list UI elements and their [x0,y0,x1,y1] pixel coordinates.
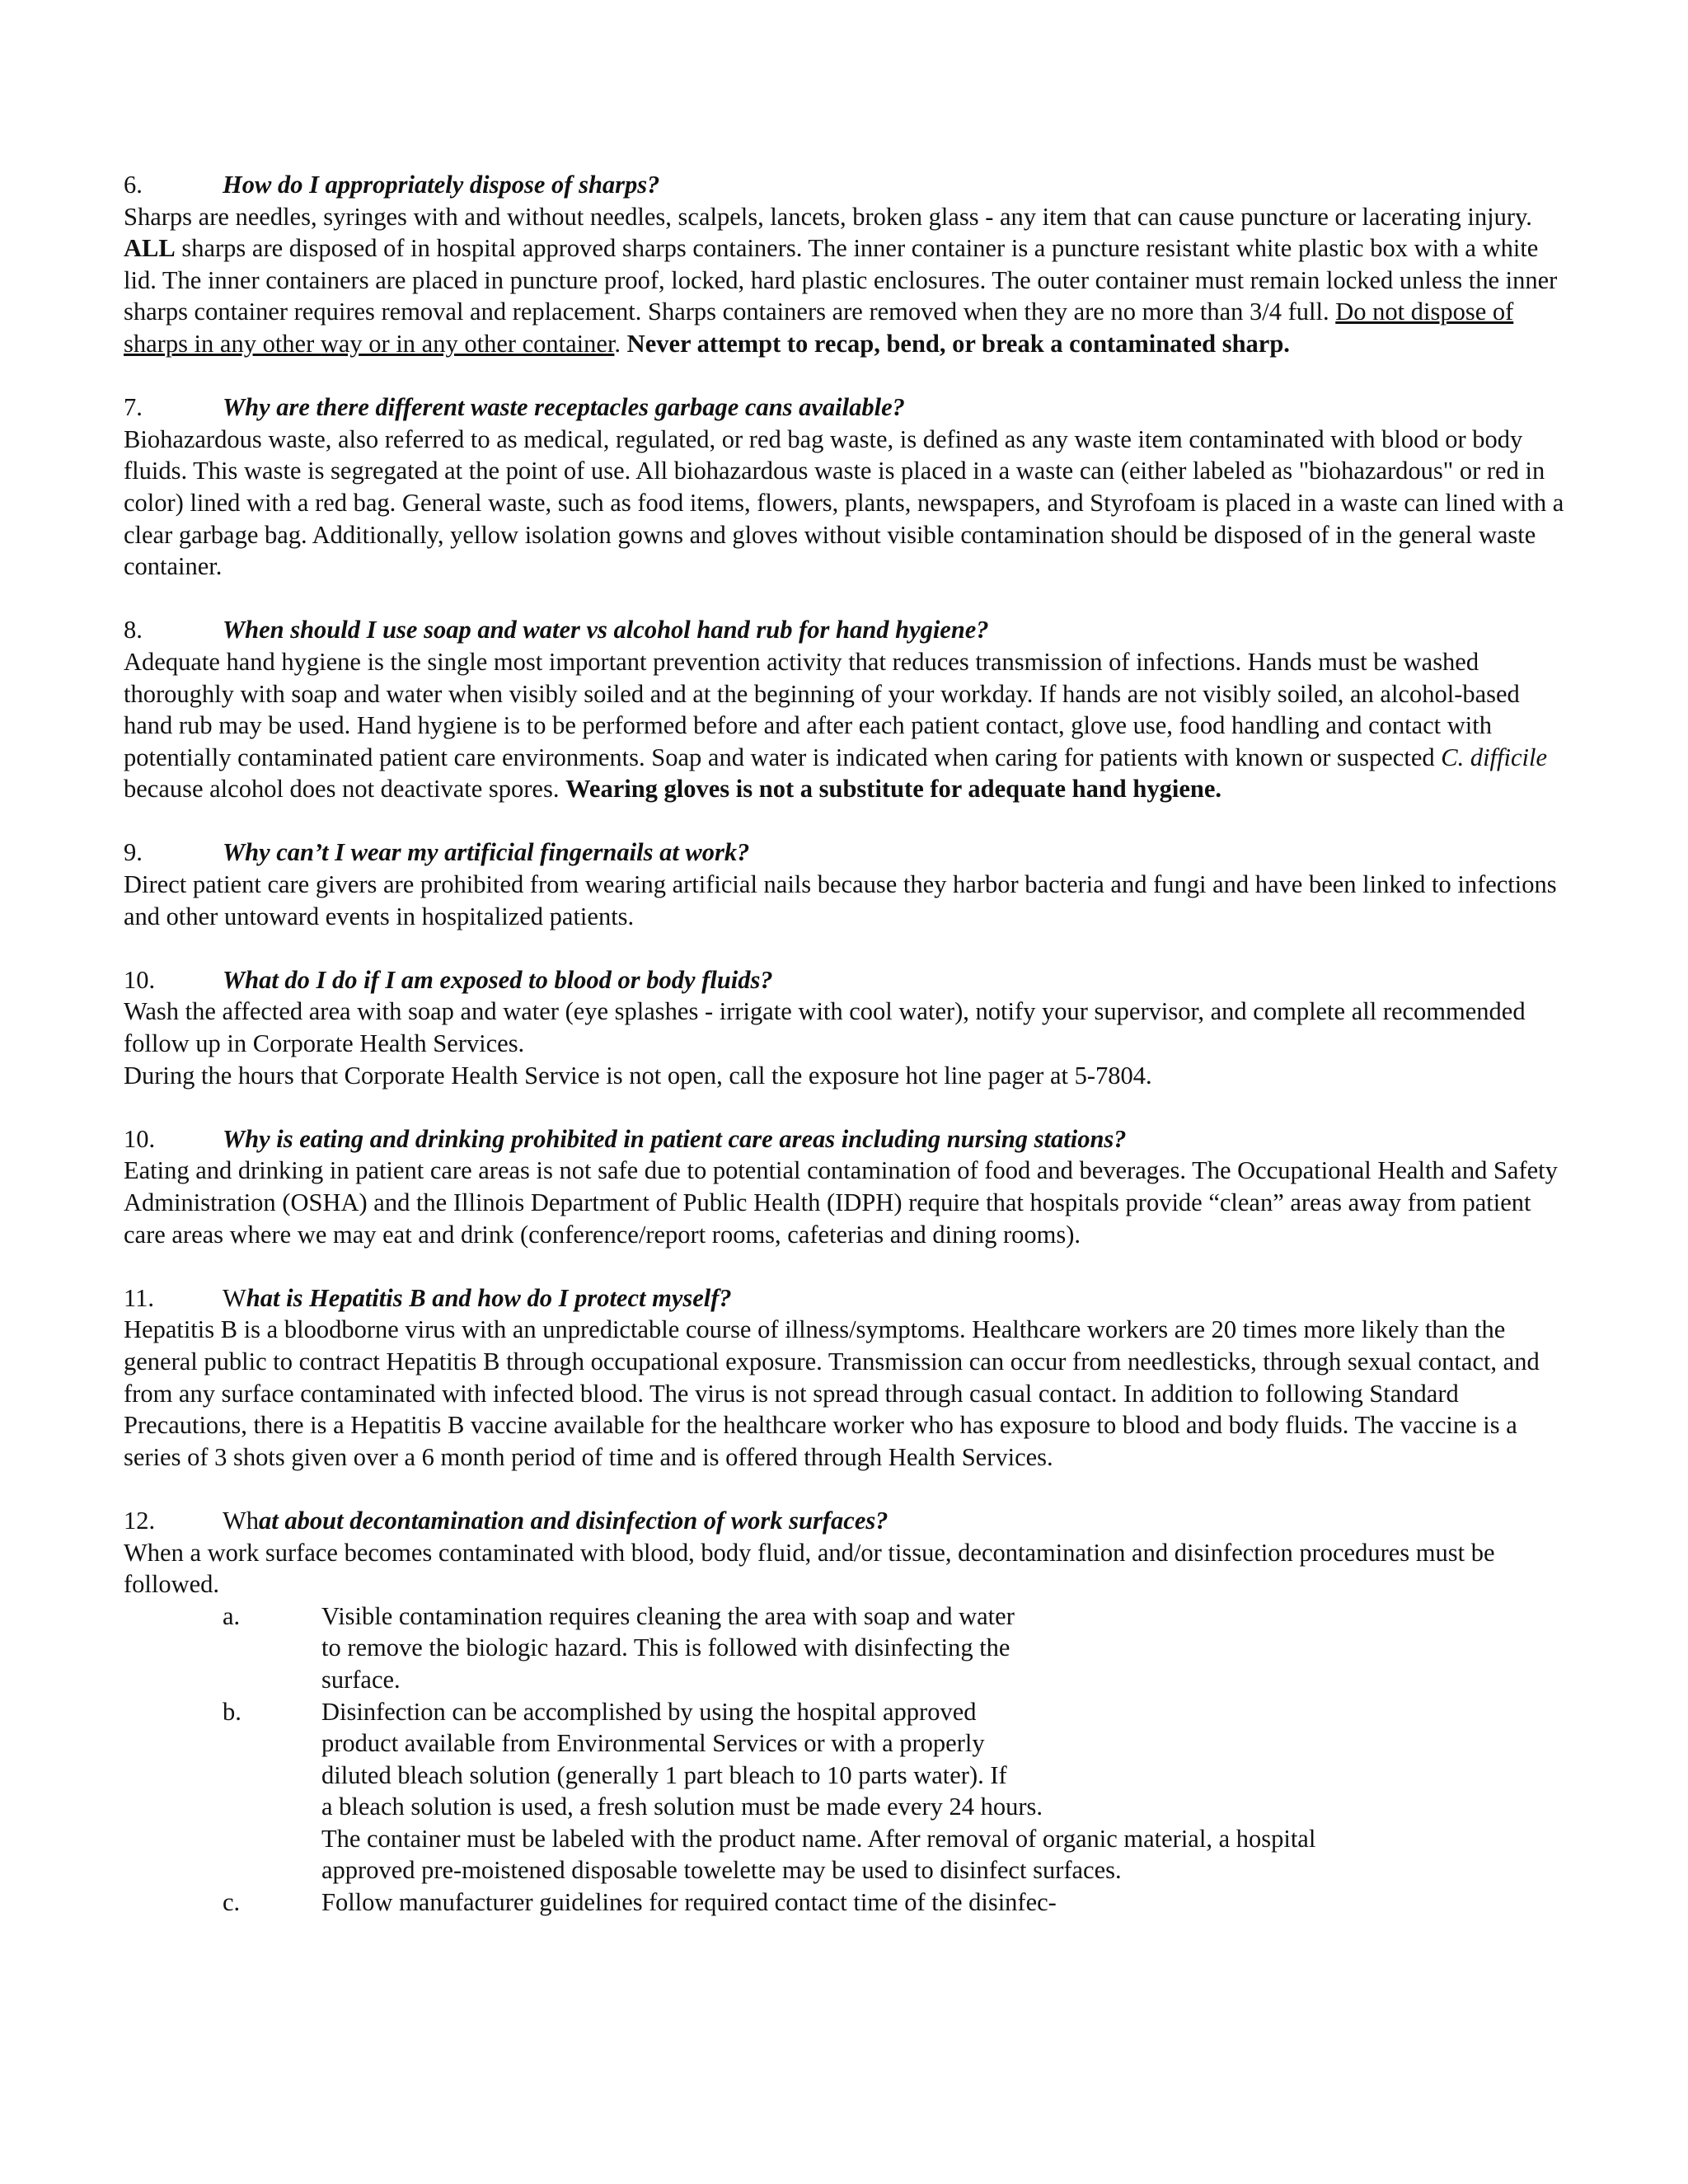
list-line: product available from Environmental Services or with a properly [321,1729,985,1758]
list-line: to remove the biologic hazard. This is followed with disinfecting the [321,1633,1010,1662]
list-item-text [321,1696,1564,1887]
faq-blood-exposure [124,964,1564,1091]
answer-text: Wash the affected area with soap and water (eye splashes - irrigate with cool water), notify your supervisor, and complete all recommended follow up in Corporate Health Services. [124,997,1526,1058]
list-line: Visible contamination requires cleaning the area with soap and water [321,1601,1015,1630]
question-number: 6. [124,171,143,199]
list-line: surface. [321,1665,401,1694]
faq-artificial-nails [124,837,1564,932]
answer-text-hotline: During the hours that Corporate Health Service is not open, call the exposure hot line pager at 5-7804. [124,1061,1152,1090]
answer-text: Eating and drinking in patient care areas is not safe due to potential contamination of food and beverages. The Occupational Health and Safety Administration (OSHA) and the Illinois Department of Public Health (IDPH) require that hospitals provide “clean” areas away from patient care areas where we may eat and drink (conference/report rooms, cafeterias and dining rooms). [124,1156,1558,1249]
question-text: What do I do if I am exposed to blood or body fluids? [223,965,773,994]
answer-span: sharps are disposed of in hospital approved sharps containers. The inner container is a puncture resistant white plastic box with a white lid. The inner containers are placed in puncture proof, locked, hard plastic enclosures. The outer container must remain locked unless the inner sharps container requires removal and replacement. Sharps containers are removed when they are no more than 3/4 full. [124,234,1558,326]
list-line: a bleach solution is used, a fresh solution must be made every 24 hours. [321,1793,1043,1821]
question-text [223,1282,732,1315]
faq-hand-hygiene [124,614,1564,805]
question-number: 7. [124,393,143,422]
question-heading [124,964,1564,996]
procedure-list [124,1601,1564,1919]
answer-underline-warning: Do not dispose of sharps in any other way or in any other container [124,298,1514,358]
answer-bold-warning: Wearing gloves is not a substitute for adequate hand hygiene. [565,775,1221,804]
list-item-text [321,1886,1564,1919]
question-number: 12. [124,1506,156,1535]
question-number: 10. [124,965,156,994]
question-number: 8. [124,616,143,644]
question-heading [124,1123,1564,1155]
answer-text: Direct patient care givers are prohibited from wearing artificial nails because they harbor bacteria and fungi and have been linked to infections and other untoward events in hospitalized patients. [124,870,1557,930]
list-line: approved pre-moistened disposable towelette may be used to disinfect surfaces. [321,1856,1122,1885]
list-marker: b. [223,1697,241,1726]
question-text-plain: W [223,1283,246,1312]
question-number: 11. [124,1283,154,1312]
faq-hepatitis-b [124,1282,1564,1474]
answer-italic-organism: C. difficile [1441,743,1547,771]
answer-text: When a work surface becomes contaminated with blood, body fluid, and/or tissue, decontamination and disinfection procedures must be followed. [124,1538,1495,1599]
question-heading [124,614,1564,646]
question-text: Why can’t I wear my artificial fingernails at work? [223,838,750,867]
list-line: Follow manufacturer guidelines for required contact time of the disinfec- [321,1888,1057,1917]
list-marker: a. [223,1601,241,1630]
question-heading [124,1505,1564,1537]
faq-decontamination [124,1505,1564,1919]
answer-text: Hepatitis B is a bloodborne virus with an unpredictable course of illness/symptoms. Healthcare workers are 20 times more likely than the general public to contract Hepatitis B through occupational exposure. Transmission can occur from needlesticks, through sexual contact, and from any surface contaminated with infected blood. The virus is not spread through casual contact. In addition to following Standard Precautions, there is a Hepatitis B vaccine available for the healthcare worker who has exposure to blood and body fluids. The vaccine is a series of 3 shots given over a 6 month period of time and is offered through Health Services. [124,1315,1540,1471]
question-text-bold: at about decontamination and disinfection of work surfaces? [259,1506,889,1535]
question-heading [124,1282,1564,1315]
answer-span: Sharps are needles, syringes with and without needles, scalpels, lancets, broken glass - any item that can cause puncture or lacerating injury. [124,202,1532,231]
list-line: Disinfection can be accomplished by using the hospital approved [321,1697,977,1726]
answer-bold-warning: Never attempt to recap, bend, or break a contaminated sharp. [626,329,1290,358]
list-line: The container must be labeled with the product name. After removal of organic material, a hospital [321,1824,1316,1853]
question-text: How do I appropriately dispose of sharps? [223,171,660,199]
answer-span: because alcohol does not deactivate spores. [124,775,566,804]
list-item [124,1601,1564,1696]
question-text [223,1505,888,1537]
question-text-bold: hat is Hepatitis B and how do I protect myself? [246,1283,732,1312]
list-item-text [321,1601,1564,1696]
faq-waste-receptacles [124,391,1564,583]
question-heading [124,837,1564,869]
list-line: diluted bleach solution (generally 1 part bleach to 10 parts water). If [321,1760,1007,1789]
question-heading [124,391,1564,424]
faq-eating-drinking [124,1123,1564,1250]
question-number: 10. [124,1124,156,1153]
answer-bold-all: ALL [124,234,176,263]
list-marker: c. [223,1888,241,1917]
question-number: 9. [124,838,143,867]
question-text-plain: Wh [223,1506,260,1535]
answer-span: . [614,329,627,358]
question-text: Why are there different waste receptacles garbage cans available? [223,393,905,422]
question-heading [124,169,1564,201]
question-text: When should I use soap and water vs alcohol hand rub for hand hygiene? [223,616,989,644]
answer-span: Adequate hand hygiene is the single most important prevention activity that reduces transmission of infections. Hands must be washed thoroughly with soap and water when visibly soiled and at the beginning of your workday. If hands are not visibly soiled, an alcohol-based hand rub may be used. Hand hygiene is to be performed before and after each patient contact, glove use, food handling and contact with potentially contaminated patient care environments. Soap and water is indicated when caring for patients with known or suspected [124,647,1520,771]
list-item [124,1696,1564,1887]
answer-text [124,201,1564,360]
list-item [124,1886,1564,1919]
answer-text: Biohazardous waste, also referred to as medical, regulated, or red bag waste, is defined as any waste item contaminated with blood or body fluids. This waste is segregated at the point of use. All biohazardous waste is placed in a waste can (either labeled as "biohazardous" or red in color) lined with a red bag. General waste, such as food items, flowers, plants, newspapers, and Styrofoam is placed in a waste can lined with a clear garbage bag. Additionally, yellow isolation gowns and gloves without visible contamination should be disposed of in the general waste container. [124,424,1564,581]
answer-text [124,646,1564,805]
faq-sharps-disposal [124,169,1564,360]
question-text: Why is eating and drinking prohibited in patient care areas including nursing stations? [223,1124,1127,1153]
